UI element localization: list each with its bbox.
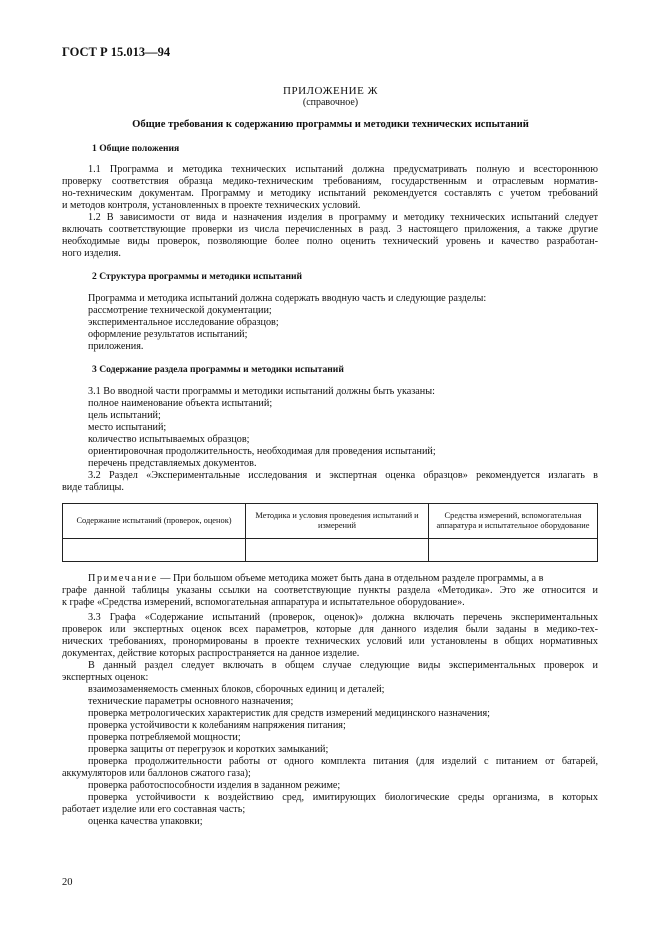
list-item: приложения. bbox=[88, 341, 144, 352]
paragraph-line: экспертных оценок: bbox=[62, 672, 149, 683]
main-title: Общие требования к содержанию программы и методики технических испытаний bbox=[132, 119, 529, 130]
paragraph-line: необходимые виды проверок, позволяющие более полно оценить технический уровень и качество разработан- bbox=[62, 236, 598, 247]
section-2-heading: 2 Структура программы и методики испытаний bbox=[92, 271, 303, 282]
list-item: рассмотрение технической документации; bbox=[88, 305, 272, 316]
paragraph-line: В данный раздел следует включать в общем случае следующие виды экспериментальных проверок и bbox=[88, 660, 598, 671]
paragraph-line: проверку соответствия образца медико-техническим требованиям, государственным и отраслевым норматив- bbox=[62, 176, 598, 187]
section-3-heading: 3 Содержание раздела программы и методики испытаний bbox=[92, 364, 344, 375]
test-plan-table bbox=[62, 503, 598, 562]
list-item: работает изделие или его составная часть; bbox=[62, 804, 246, 815]
table-row bbox=[63, 539, 598, 562]
appendix-title: ПРИЛОЖЕНИЕ Ж bbox=[283, 85, 378, 97]
list-item: проверка устойчивости к колебаниям напряжения питания; bbox=[88, 720, 346, 731]
note-label: Примечание bbox=[88, 573, 158, 584]
list-item: ориентировочная продолжительность, необходимая для проведения испытаний; bbox=[88, 446, 436, 457]
paragraph-line: Программа и методика испытаний должна содержать вводную часть и следующие разделы: bbox=[88, 293, 487, 304]
list-item: цель испытаний; bbox=[88, 410, 161, 421]
list-item: проверка потребляемой мощности; bbox=[88, 732, 241, 743]
section-1-heading: 1 Общие положения bbox=[92, 143, 180, 154]
list-item: место испытаний; bbox=[88, 422, 167, 433]
list-item: взаимозаменяемость сменных блоков, сборочных единиц и деталей; bbox=[88, 684, 385, 695]
table-cell bbox=[63, 539, 246, 562]
note-text: — При большом объеме методика может быть дана в отдельном разделе программы, а в bbox=[160, 573, 544, 584]
paragraph-line: 3.2 Раздел «Экспериментальные исследования и экспертная оценка образцов» рекомендуется излагать в bbox=[88, 470, 598, 481]
list-item: перечень представляемых документов. bbox=[88, 458, 257, 469]
list-item: проверка метрологических характеристик для средств измерений медицинского назначения; bbox=[88, 708, 490, 719]
paragraph-line: нических требованиях, пронормированы в проекте технических условий или установлены в общих нормативных bbox=[62, 636, 598, 647]
paragraph-line: и методов контроля, установленных в проекте технических условий. bbox=[62, 200, 361, 211]
paragraph-line: включать соответствующие проверки из числа перечисленных в разд. 3 настоящего приложения, а также другие bbox=[62, 224, 598, 235]
appendix-note: (справочное) bbox=[302, 97, 359, 108]
paragraph-line: 1.1 Программа и методика технических испытаний должна предусматривать полную и всестороннюю bbox=[88, 164, 598, 175]
list-item: проверка работоспособности изделия в заданном режиме; bbox=[88, 780, 341, 791]
table-header-cell: Средства измерений, вспомогательная аппаратура и испытательное оборудование bbox=[429, 504, 598, 539]
list-item: оценка качества упаковки; bbox=[88, 816, 203, 827]
note-line: к графе «Средства измерений, вспомогательная аппаратура и испытательное оборудование». bbox=[62, 597, 465, 608]
list-item: оформление результатов испытаний; bbox=[88, 329, 248, 340]
paragraph-line: проверок или экспертных оценок всех параметров, которые для данного изделия были заданы в медико-тех- bbox=[62, 624, 598, 635]
paragraph-line: виде таблицы. bbox=[62, 482, 124, 493]
table-cell bbox=[429, 539, 598, 562]
paragraph-line: ного изделия. bbox=[62, 248, 121, 259]
list-item: технические параметры основного назначения; bbox=[88, 696, 294, 707]
list-item: проверка устойчивости к воздействию сред, имитирующих биологические среды организма, в которых bbox=[88, 792, 598, 803]
note-line: графе данной таблицы указаны ссылки на соответствующие пункты раздела «Методика». Это же относится и bbox=[62, 585, 598, 596]
paragraph-line: но-техническим документам. Программу и методику испытаний рекомендуется составлять с учетом требований bbox=[62, 188, 598, 199]
table-header-row bbox=[63, 504, 598, 539]
list-item: проверка продолжительности работы от одного комплекта питания (для изделий с питанием от батарей, bbox=[88, 756, 598, 767]
paragraph-line: 3.1 Во вводной части программы и методики испытаний должны быть указаны: bbox=[88, 386, 435, 397]
paragraph-line: документах, действие которых распространяется на данное изделие. bbox=[62, 648, 360, 659]
list-item: проверка защиты от перегрузок и коротких замыканий; bbox=[88, 744, 329, 755]
list-item: количество испытываемых образцов; bbox=[88, 434, 250, 445]
note-line bbox=[88, 573, 598, 585]
table-cell bbox=[246, 539, 429, 562]
table-header-cell: Методика и условия проведения испытаний и измерений bbox=[246, 504, 429, 539]
paragraph-line: 3.3 Графа «Содержание испытаний (проверок, оценок)» должна включать перечень экспериментальных bbox=[88, 612, 598, 623]
list-item: аккумуляторов или баллонов сжатого газа); bbox=[62, 768, 251, 779]
document-header: ГОСТ Р 15.013—94 bbox=[62, 45, 171, 59]
page-number: 20 bbox=[62, 877, 73, 888]
paragraph-line: 1.2 В зависимости от вида и назначения изделия в программу и методику технических испытаний следует bbox=[88, 212, 598, 223]
list-item: экспериментальное исследование образцов; bbox=[88, 317, 279, 328]
table-header-cell: Содержание испытаний (проверок, оценок) bbox=[63, 504, 246, 539]
list-item: полное наименование объекта испытаний; bbox=[88, 398, 273, 409]
